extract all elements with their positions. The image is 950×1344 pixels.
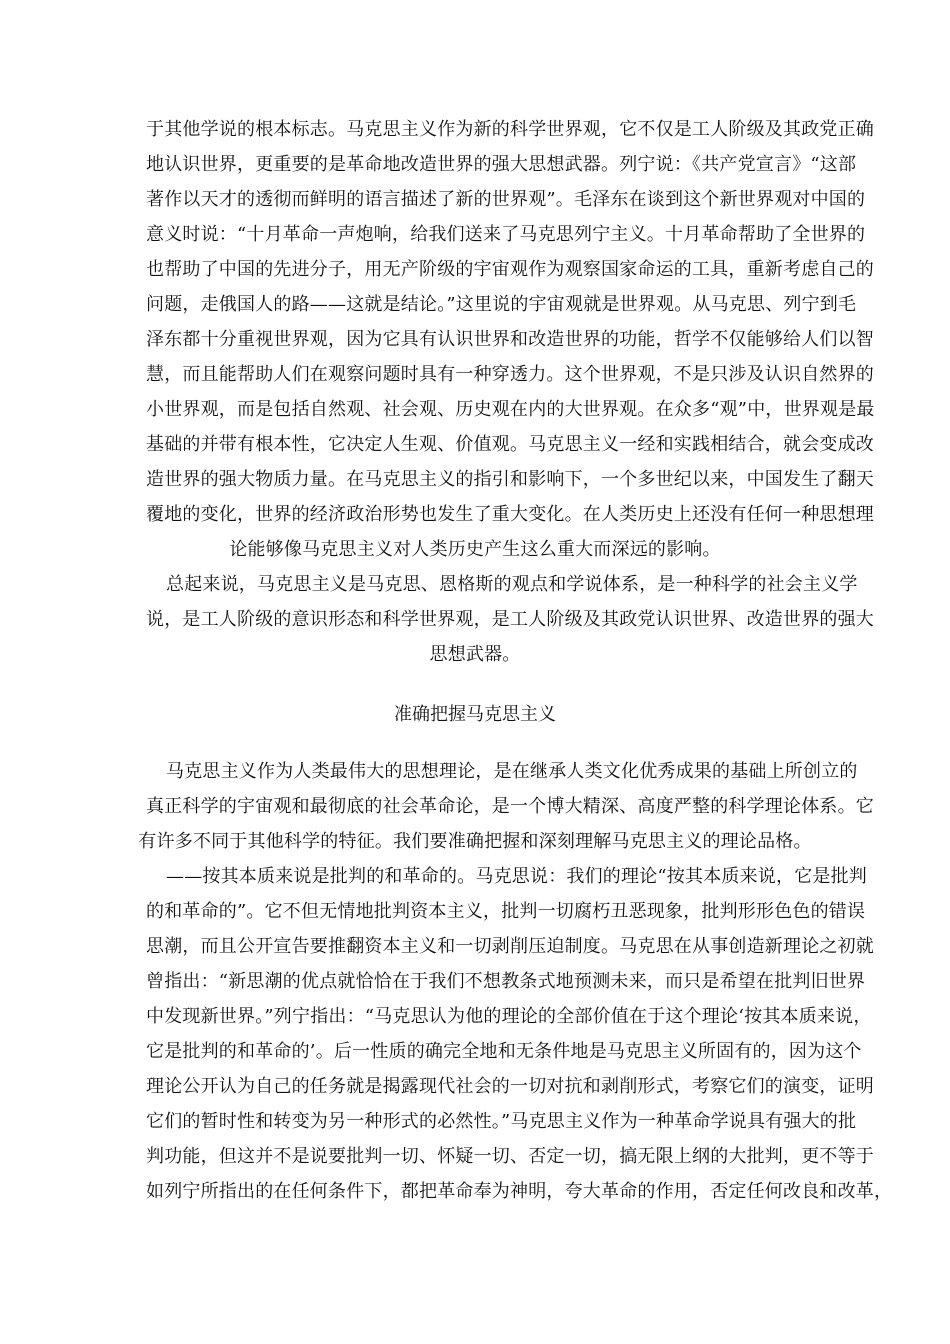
paragraph-first-line: 总起来说，马克思主义是马克思、恩格斯的观点和学说体系，是一种科学的社会主义学 <box>166 574 858 595</box>
paragraph-line: 理论公开认为自己的任务就是揭露现代社会的一切对抗和剥削形式，考察它们的演变，证明 <box>146 1076 874 1097</box>
paragraph-line: 它是批判的和革命的’。后一性质的确完全地和无条件地是马克思主义所固有的，因为这个 <box>146 1041 862 1062</box>
paragraph-line: 思潮，而且公开宣告要推翻资本主义和一切剥削压迫制度。马克思在从事创造新理论之初就 <box>146 936 874 957</box>
paragraph-line: 泽东都十分重视世界观，因为它具有认识世界和改造世界的功能，哲学不仅能够给人们以智 <box>146 329 874 350</box>
paragraph-line: 于其他学说的根本标志。马克思主义作为新的科学世界观，它不仅是工人阶级及其政党正确 <box>146 119 874 140</box>
paragraph-line: 著作以天才的透彻而鲜明的语言描述了新的世界观”。毛泽东在谈到这个新世界观对中国的 <box>146 189 866 210</box>
paragraph-line: 造世界的强大物质力量。在马克思主义的指引和影响下，一个多世纪以来，中国发生了翻天 <box>146 469 874 490</box>
paragraph-line: 地认识世界，更重要的是革命地改造世界的强大思想武器。列宁说：《共产党宣言》“这部 <box>146 154 857 175</box>
paragraph-line: 中发现新世界。”列宁指出：“马克思认为他的理论的全部价值在于这个理论‘按其本质来说， <box>146 1006 872 1027</box>
paragraph-first-line: ——按其本质来说是批判的和革命的。马克思说：我们的理论“按其本质来说，它是批判 <box>166 866 867 887</box>
paragraph-line: 问题，走俄国人的路——这就是结论。”这里说的宇宙观就是世界观。从马克思、列宁到毛 <box>146 294 857 315</box>
paragraph-line: 慧，而且能帮助人们在观察问题时具有一种穿透力。这个世界观，不是只涉及认识自然界的 <box>146 364 874 385</box>
paragraph-line: 小世界观，而是包括自然观、社会观、历史观在内的大世界观。在众多“观”中，世界观是最 <box>146 399 875 420</box>
paragraph-last-line: 思想武器。 <box>429 644 521 665</box>
paragraph-line: 基础的并带有根本性，它决定人生观、价值观。马克思主义一经和实践相结合，就会变成改 <box>146 434 874 455</box>
paragraph-first-line: 马克思主义作为人类最伟大的思想理论，是在继承人类文化优秀成果的基础上所创立的 <box>166 761 858 782</box>
paragraph-line: 覆地的变化，世界的经济政治形势也发生了重大变化。在人类历史上还没有任何一种思想理 <box>146 504 874 525</box>
paragraph-line: 曾指出：“新思潮的优点就恰恰在于我们不想教条式地预测未来，而只是希望在批判旧世界 <box>146 971 866 992</box>
section-heading: 准确把握马克思主义 <box>394 704 556 725</box>
paragraph-last-line: 论能够像马克思主义对人类历史产生这么重大而深远的影响。 <box>229 539 721 560</box>
paragraph-line: 判功能，但这并不是说要批判一切、怀疑一切、否定一切，搞无限上纲的大批判，更不等于 <box>146 1146 874 1167</box>
paragraph-line: 的和革命的”。它不但无情地批判资本主义，批判一切腐朽丑恶现象，批判形形色色的错误 <box>146 901 866 922</box>
paragraph-line: 也帮助了中国的先进分子，用无产阶级的宇宙观作为观察国家命运的工具，重新考虑自己的 <box>146 259 874 280</box>
paragraph-line: 如列宁所指出的在任何条件下，都把革命奉为神明，夸大革命的作用，否定任何改良和改革， <box>146 1181 893 1202</box>
paragraph-line: 意义时说：“十月革命一声炮响，给我们送来了马克思列宁主义。十月革命帮助了全世界的 <box>146 224 866 245</box>
paragraph-line: 它们的暂时性和转变为另一种形式的必然性。”马克思主义作为一种革命学说具有强大的批 <box>146 1111 857 1132</box>
paragraph-line: 说，是工人阶级的意识形态和科学世界观，是工人阶级及其政党认识世界、改造世界的强大 <box>146 609 874 630</box>
paragraph-last-line: 有许多不同于其他科学的特征。我们要准确把握和深刻理解马克思主义的理论品格。 <box>138 831 812 852</box>
paragraph-line: 真正科学的宇宙观和最彻底的社会革命论，是一个博大精深、高度严整的科学理论体系。它 <box>146 796 874 817</box>
